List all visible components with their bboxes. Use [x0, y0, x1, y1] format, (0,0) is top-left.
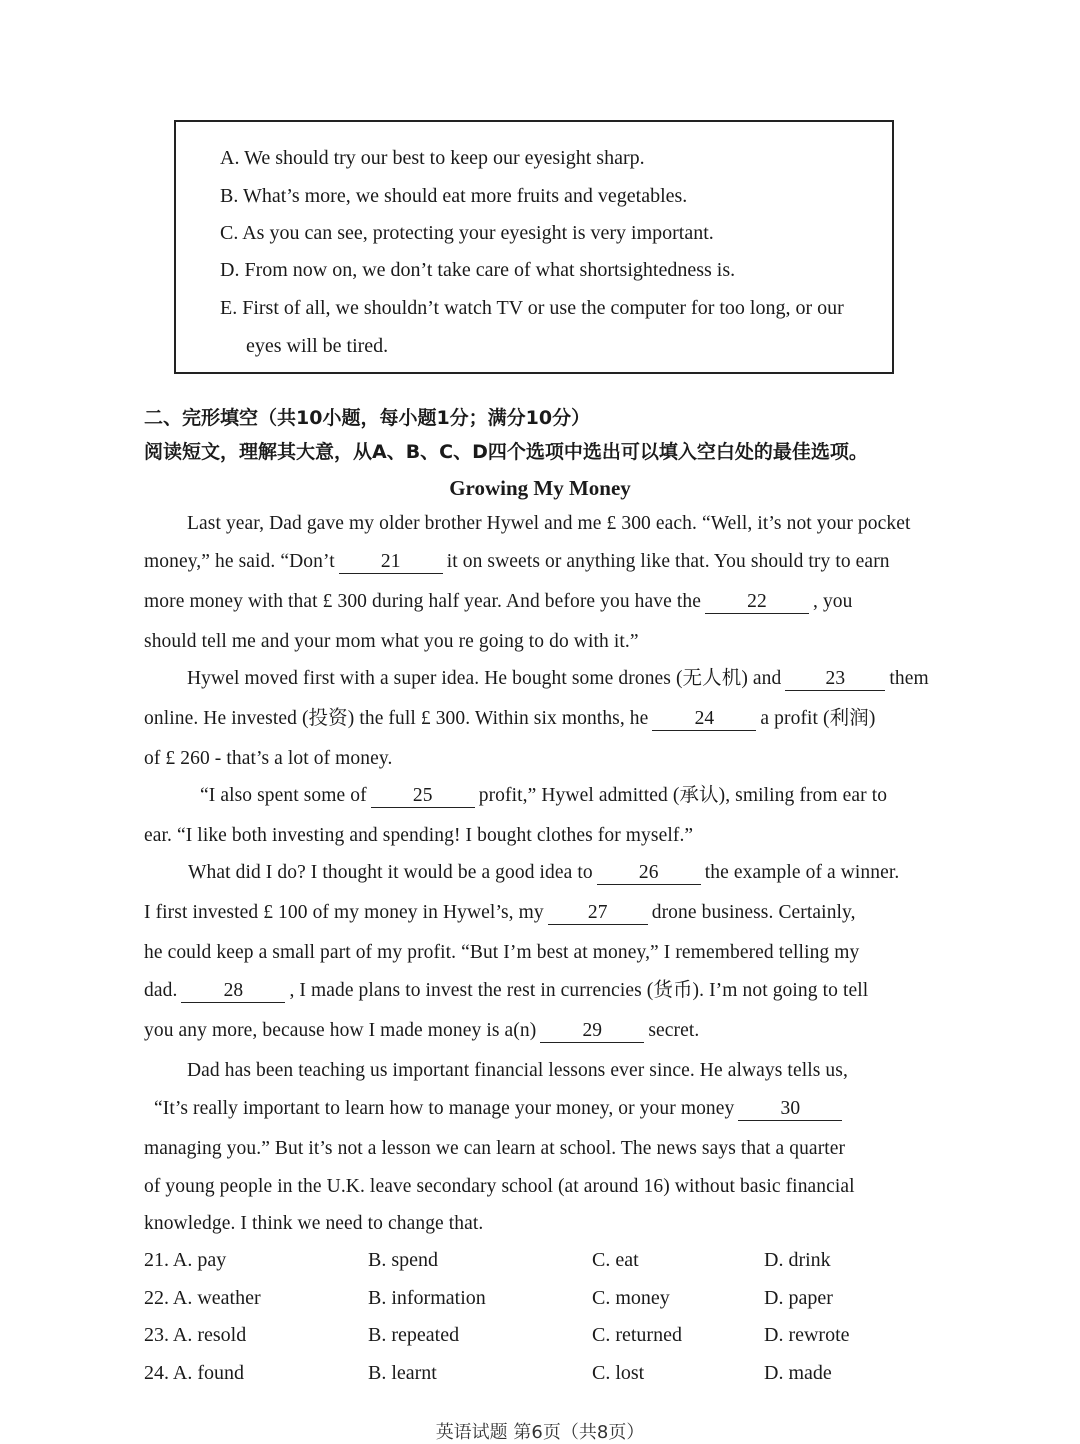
box-option-b: B. What’s more, we should eat more fruits and vegetables. [220, 185, 688, 207]
option-21-d[interactable]: D. drink [764, 1249, 831, 1271]
passage-line: managing you.” But it’s not a lesson we can learn at school. The news says that a quarter [144, 1138, 846, 1159]
blank-27[interactable]: 27 [548, 902, 648, 925]
blank-25[interactable]: 25 [371, 785, 475, 808]
passage-text: money,” he said. “Don’t [144, 551, 335, 572]
passage-line [187, 667, 929, 691]
blank-23[interactable]: 23 [785, 668, 885, 691]
blank-29[interactable]: 29 [540, 1020, 644, 1043]
option-22-c[interactable]: C. money [592, 1287, 670, 1309]
blank-24[interactable]: 24 [652, 708, 756, 731]
option-23-a[interactable]: 23. A. resold [144, 1324, 247, 1346]
passage-line: Dad has been teaching us important financial lessons ever since. He always tells us, [187, 1060, 848, 1081]
option-22-a[interactable]: 22. A. weather [144, 1287, 261, 1309]
passage-text: profit,” Hywel admitted (承认), smiling from ear to [478, 785, 888, 806]
passage-line: of £ 260 - that’s a lot of money. [144, 748, 393, 769]
passage-line: he could keep a small part of my profit. “But I’m best at money,” I remembered telling my [144, 942, 860, 963]
passage-text: “I also spent some of [200, 785, 367, 806]
option-23-c[interactable]: C. returned [592, 1324, 682, 1346]
box-option-e: E. First of all, we shouldn’t watch TV or use the computer for too long, or our [220, 297, 844, 319]
blank-26[interactable]: 26 [597, 862, 701, 885]
blank-22[interactable]: 22 [705, 591, 809, 614]
section-instruction: 阅读短文，理解其大意，从A、B、C、D四个选项中选出可以填入空白处的最佳选项。 [144, 441, 868, 463]
passage-line [200, 784, 887, 808]
passage-line [188, 861, 899, 885]
passage-text: Hywel moved first with a super idea. He bought some drones (无人机) and [187, 668, 782, 689]
option-23-d[interactable]: D. rewrote [764, 1324, 850, 1346]
option-24-a[interactable]: 24. A. found [144, 1362, 244, 1384]
box-option-e-cont: eyes will be tired. [246, 335, 389, 357]
option-21-a[interactable]: 21. A. pay [144, 1249, 227, 1271]
passage-text: online. He invested (投资) the full £ 300. Within six months, he [144, 708, 649, 729]
passage-text: a profit (利润) [760, 708, 876, 729]
passage-line: of young people in the U.K. leave secondary school (at around 16) without basic financial [144, 1176, 855, 1197]
passage-text: “It’s really important to learn how to manage your money, or your money [154, 1098, 735, 1119]
box-option-d: D. From now on, we don’t take care of what shortsightedness is. [220, 259, 736, 281]
passage-text: more money with that £ 300 during half year. And before you have the [144, 591, 701, 612]
passage-text: them [889, 668, 929, 689]
option-23-b[interactable]: B. repeated [368, 1324, 460, 1346]
passage-line [154, 1097, 846, 1121]
passage-text: , you [813, 591, 853, 612]
passage-text: I first invested £ 100 of my money in Hywel’s, my [144, 902, 544, 923]
option-22-d[interactable]: D. paper [764, 1287, 833, 1309]
passage-line [144, 550, 890, 574]
blank-30[interactable]: 30 [738, 1098, 842, 1121]
passage-line [144, 901, 856, 925]
options-box [174, 120, 894, 374]
passage-title: Growing My Money [449, 476, 631, 500]
blank-21[interactable]: 21 [339, 551, 443, 574]
section-title: 二、完形填空（共10小题，每小题1分；满分10分） [144, 407, 591, 429]
passage-text: drone business. Certainly, [651, 902, 856, 923]
option-24-c[interactable]: C. lost [592, 1362, 645, 1384]
page-footer: 英语试题 第6页（共8页） [435, 1422, 645, 1443]
option-22-b[interactable]: B. information [368, 1287, 486, 1309]
passage-line [144, 590, 853, 614]
passage-text: , I made plans to invest the rest in currencies (货币). I’m not going to tell [289, 980, 869, 1001]
box-option-c: C. As you can see, protecting your eyesight is very important. [220, 222, 714, 244]
option-21-b[interactable]: B. spend [368, 1249, 438, 1271]
option-24-d[interactable]: D. made [764, 1362, 832, 1384]
passage-text: secret. [648, 1020, 700, 1041]
passage-line [144, 707, 875, 731]
passage-line: knowledge. I think we need to change that. [144, 1213, 484, 1234]
passage-text: What did I do? I thought it would be a good idea to [188, 862, 593, 883]
blank-28[interactable]: 28 [181, 980, 285, 1003]
passage-line [144, 979, 868, 1003]
passage-line [144, 1019, 699, 1043]
passage-text: it on sweets or anything like that. You should try to earn [446, 551, 890, 572]
passage-text: the example of a winner. [704, 862, 900, 883]
option-21-c[interactable]: C. eat [592, 1249, 639, 1271]
box-option-a: A. We should try our best to keep our eyesight sharp. [220, 147, 645, 169]
passage-line: should tell me and your mom what you re going to do with it.” [144, 631, 639, 652]
passage-text: you any more, because how I made money is a(n) [144, 1020, 537, 1041]
passage-line: Last year, Dad gave my older brother Hywel and me £ 300 each. “Well, it’s not your pocket [187, 513, 911, 534]
passage-line: ear. “I like both investing and spending! I bought clothes for myself.” [144, 825, 694, 846]
passage-text: dad. [144, 980, 178, 1001]
option-24-b[interactable]: B. learnt [368, 1362, 437, 1384]
